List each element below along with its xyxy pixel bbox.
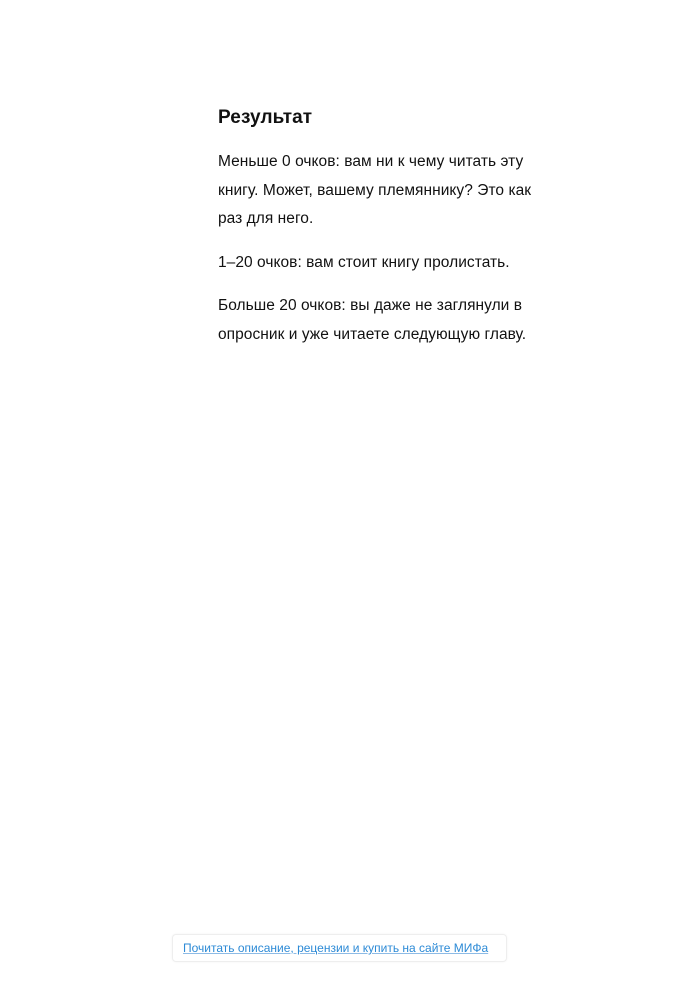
result-paragraph-mid: 1–20 очков: вам стоит книгу пролистать. (218, 253, 510, 271)
buy-on-mif-link[interactable]: Почитать описание, рецензии и купить на сайте МИФа (183, 941, 489, 955)
section-title: Результат (218, 107, 313, 128)
result-paragraph-high: Больше 20 очков: вы даже не заглянули в опросник и уже читаете следующую главу. (218, 297, 527, 343)
footer-link-box (172, 934, 507, 962)
result-section (218, 104, 548, 349)
result-paragraph-low: Меньше 0 очков: вам ни к чему читать эту книгу. Может, вашему племяннику? Это как раз для него. (218, 153, 532, 227)
